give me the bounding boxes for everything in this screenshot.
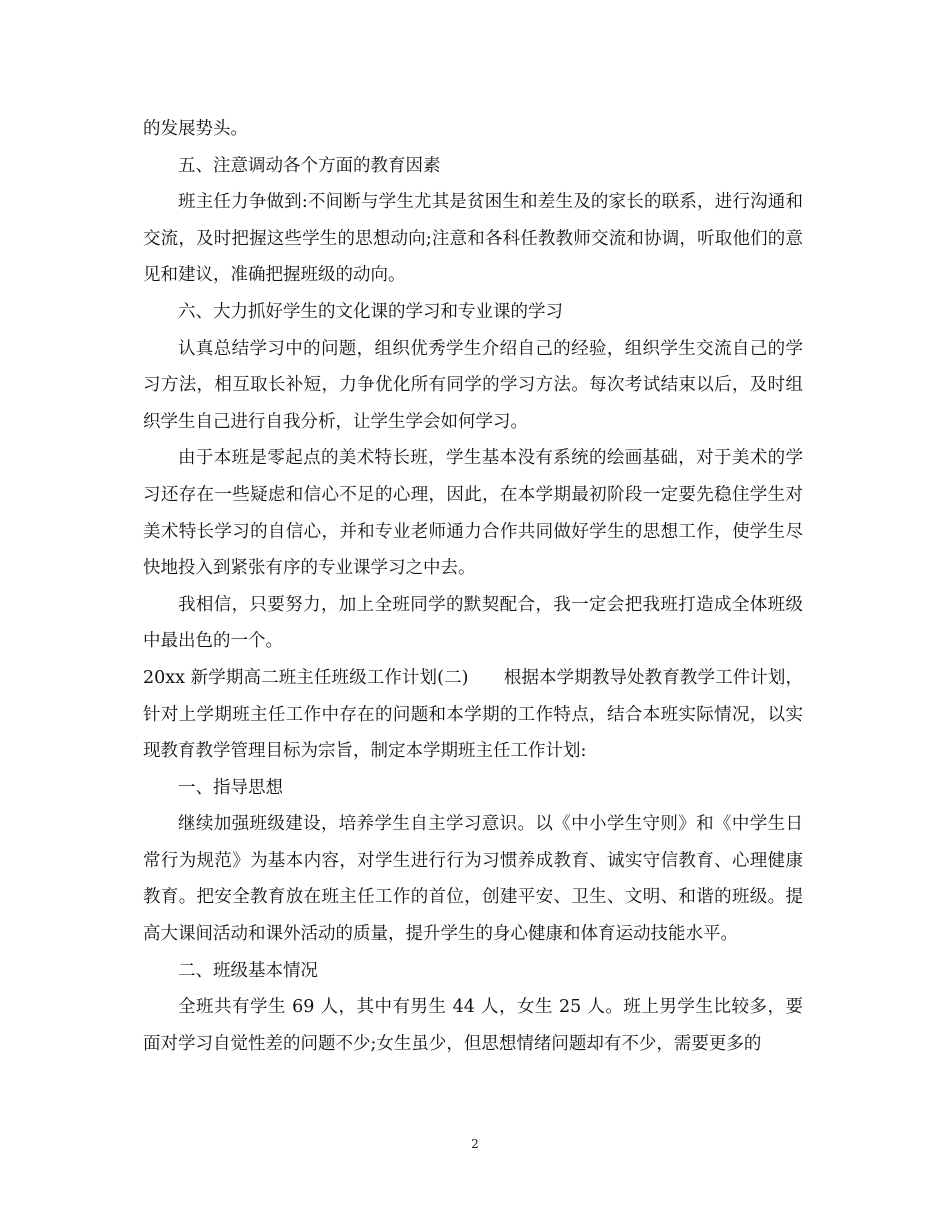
paragraph: 全班共有学生 69 人，其中有男生 44 人，女生 25 人。班上男学生比较多，要面对学习自觉性差的问题不少;女生虽少，但思想情绪问题却有不少，需要更多的 — [143, 997, 803, 1054]
paragraph-continuation: 的发展势头。 — [143, 119, 248, 139]
heading-class-basics: 二、班级基本情况 — [178, 960, 318, 981]
paragraph: 继续加强班级建设，培养学生自主学习意识。以《中小学生守则》和《中学生日常行为规范》为基本内容，对学生进行行为习惯养成教育、诚实守信教育、心理健康教育。把安全教育放在班主任工作的首位，创建平安、卫生、文明、和谐的班级。提高大课间活动和课外活动的质量，提升学生的身心健康和体育运动技能水平。 — [143, 814, 803, 945]
paragraph: 班主任力争做到:不间断与学生尤其是贫困生和差生及的家长的联系，进行沟通和交流，及时把握这些学生的思想动向;注意和各科任教教师交流和协调，听取他们的意见和建议，准确把握班级的动向。 — [143, 192, 803, 286]
paragraph: 由于本班是零起点的美术特长班，学生基本没有系统的绘画基础，对于美术的学习还存在一些疑虑和信心不足的心理，因此，在本学期最初阶段一定要先稳住学生对美术特长学习的自信心，并和专业老师通力合作共同做好学生的思想工作，使学生尽快地投入到紧张有序的专业课学习之中去。 — [143, 448, 803, 579]
heading-section-6: 六、大力抓好学生的文化课的学习和专业课的学习 — [178, 301, 563, 322]
heading-section-5: 五、注意调动各个方面的教育因素 — [178, 155, 441, 176]
paragraph: 我相信，只要努力，加上全班同学的默契配合，我一定会把我班打造成全体班级中最出色的一个。 — [143, 594, 803, 652]
page-number: 2 — [471, 1137, 479, 1151]
plan-title-paragraph: 20xx 新学期高二班主任班级工作计划(二) 根据本学期教导处教育教学工件计划，针对上学期班主任工作中存在的问题和本学期的工作特点，结合本班实际情况，以实现教育教学管理目标为宗旨，制定本学期班主任工作计划: — [143, 667, 803, 762]
paragraph: 认真总结学习中的问题，组织优秀学生介绍自己的经验，组织学生交流自己的学习方法，相互取长补短，力争优化所有同学的学习方法。每次考试结束以后，及时组织学生自己进行自我分析，让学生学会如何学习。 — [143, 338, 803, 432]
heading-guiding-ideology: 一、指导思想 — [178, 777, 283, 798]
body-text — [143, 111, 803, 1062]
